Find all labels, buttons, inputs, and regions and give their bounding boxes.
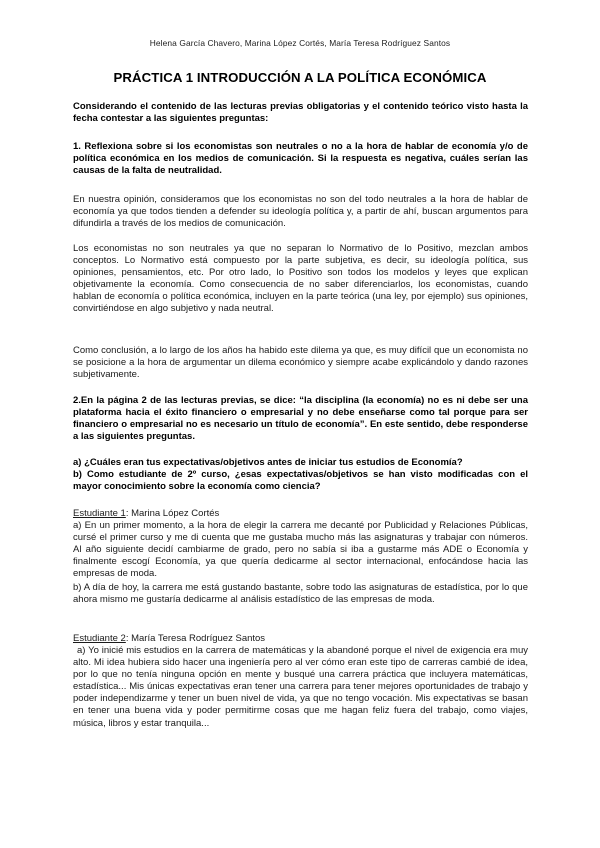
student-1-label: Estudiante 1 — [73, 508, 126, 519]
student-1-heading — [73, 508, 528, 520]
student-2-answer-a: a) Yo inicié mis estudios en la carrera de matemáticas y la abandoné porque el nivel de exigencia era muy alto. Mi idea hubiera sido hacer una ingeniería pero al ver cómo eran este tipo de carreras cambié de idea, por lo que no tenía ninguna opción en mente y busqué una carrera práctica que incluyera matemáticas, estadística... Mis únicas expectativas eran tener una carrera para tener mejores oportunidades de trabajo y poder independizarme y tener un buen nivel de vida, ya que no tengo vocación. Mis expectativas se basan en tener una buena vida y poder permitirme cosas que me hagan feliz fuera del trabajo, como viajes, música, libros y estar tranquila... — [73, 645, 528, 729]
question-2-sub-a: a) ¿Cuáles eran tus expectativas/objetivos antes de iniciar tus estudios de Economía? — [73, 457, 463, 468]
student-1-name: : Marina López Cortés — [125, 508, 220, 519]
answer-1-paragraph-3: Como conclusión, a lo largo de los años ha habido este dilema ya que, es muy difícil que un economista no se posicione a la hora de argumentar un dilema económico y siempre acabe explicándolo y dando razones subjetivamente. — [73, 345, 528, 381]
question-2: 2.En la página 2 de las lecturas previas, se dice: “la disciplina (la economía) no es ni debe ser una plataforma hacia el éxito financiero o empresarial y no debe enseñarse como tal porque para ser financiero o empresarial no es necesario un título de economía”. En este sentido, debe responderse a las siguientes preguntas. — [73, 395, 528, 443]
question-1: 1. Reflexiona sobre si los economistas son neutrales o no a la hora de hablar de economía y/o de política económica en los medios de comunicación. Si la respuesta es negativa, cuáles serían las causas de la falta de neutralidad. — [73, 141, 528, 177]
student-1-answer-a: a) En un primer momento, a la hora de elegir la carrera me decanté por Publicidad y Relaciones Públicas, cursé el primer curso y me di cuenta que me gustaba mucho más las asignaturas y trabajar con números. Al año siguiente decidí cambiarme de grado, pero no sabía si iba a gustarme más ADE o Economía y finalmente escogí Economía, ya que quería dedicarme al sector internacional, enfocándose hacia las empresas de moda. — [73, 520, 528, 580]
question-2-sub-b: b) Como estudiante de 2º curso, ¿esas expectativas/objetivos se han visto modificadas con el mayor conocimiento sobre la economía como ciencia? — [73, 469, 528, 493]
page-title: PRÁCTICA 1 INTRODUCCIÓN A LA POLÍTICA ECONÓMICA — [113, 70, 487, 85]
page-header-authors: Helena García Chavero, Marina López Cortés, María Teresa Rodríguez Santos — [149, 38, 451, 48]
intro-instructions: Considerando el contenido de las lecturas previas obligatorias y el contenido teórico visto hasta la fecha contestar a las siguientes preguntas: — [73, 101, 528, 125]
student-2-label: Estudiante 2 — [73, 633, 126, 644]
answer-1-paragraph-2: Los economistas no son neutrales ya que no separan lo Normativo de lo Positivo, mezclan ambos conceptos. Lo Normativo está compuesto por la parte subjetiva, es decir, su ideología política, sus opiniones, pensamientos, etc. Por otro lado, lo Positivo son todos los modelos y leyes que explican objetivamente la economía. Como consecuencia de no saber diferenciarlos, los economistas, cuando hablan de economía o política económica, incluyen en la parte teórica (una ley, por ejemplo) sus opiniones, convirtiéndose en algo subjetivo y nada neutral. — [73, 243, 528, 315]
answer-1-paragraph-1: En nuestra opinión, consideramos que los economistas no son del todo neutrales a la hora de hablar de economía ya que todos tienden a defender su ideología política y, a partir de ahí, buscan argumentos para difundirla a través de los medios de comunicación. — [73, 194, 528, 230]
student-2-heading — [73, 633, 528, 645]
student-1-answer-b: b) A día de hoy, la carrera me está gustando bastante, sobre todo las asignaturas de estadística, por lo que ahora mismo me gustaría dedicarme al análisis estadístico de las empresas de moda. — [73, 582, 528, 606]
student-2-name: : María Teresa Rodríguez Santos — [125, 633, 266, 644]
